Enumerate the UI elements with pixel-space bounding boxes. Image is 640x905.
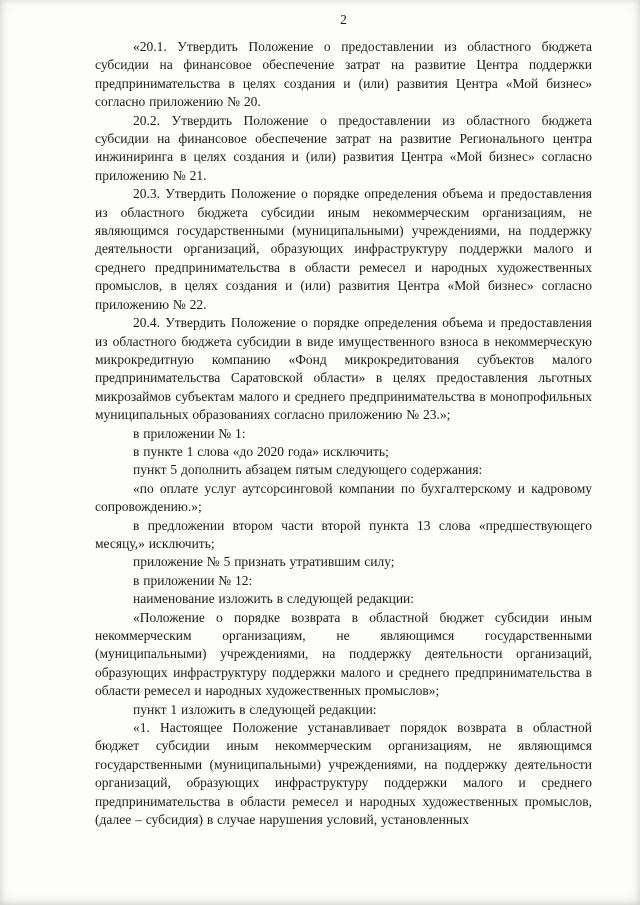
paragraph: «20.1. Утвердить Положение о предоставлении из областного бюджета субсидии на финансовое обеспечение затрат на развитие Центра поддержки предпринимательства в целях создания и (или) развития Центра «Мой бизнес» согласно приложению № 20. — [95, 39, 592, 110]
paragraph: 20.3. Утвердить Положение о порядке определения объема и предоставления из областного бюджета субсидии иным некоммерческим организациям, не являющимся государственными (муниципальными) учреждениями, на поддержку деятельности организаций, образующих инфраструктуру поддержки малого и среднего предпринимательства в области ремесел и народных художественных промыслов, в целях создания и (или) развития Центра «Мой бизнес» согласно приложению № 22. — [95, 186, 592, 312]
paragraph: в предложении втором части второй пункта 13 слова «предшествующего месяцу,» исключить; — [95, 517, 592, 551]
paragraph: пункт 5 дополнить абзацем пятым следующего содержания: — [133, 462, 483, 478]
paragraph: в приложении № 1: — [133, 425, 246, 441]
paragraph: наименование изложить в следующей редакции: — [133, 591, 415, 607]
page-number: 2 — [340, 12, 347, 27]
paragraph: пункт 1 изложить в следующей редакции: — [133, 701, 377, 717]
paragraph: «по оплате услуг аутсорсинговой компании по бухгалтерскому и кадровому сопровождению.»; — [95, 480, 592, 515]
document-body — [95, 38, 592, 829]
paragraph: «Положение о порядке возврата в областной бюджет субсидии иным некоммерческим организациям, не являющимся государственными (муниципальными) учреждениями, на поддержку деятельности организаций, образующих инфраструктуру поддержки малого и среднего предпринимательства в области ремесел и народных художественных промыслов»; — [95, 609, 592, 699]
paragraph: приложение № 5 признать утратившим силу; — [133, 554, 395, 570]
paragraph: 20.2. Утвердить Положение о предоставлении из областного бюджета субсидии на финансовое обеспечение затрат на развитие Регионального центра инжиниринга в целях создания и (или) развития Центра «Мой бизнес» согласно приложению № 21. — [95, 112, 592, 183]
paragraph: в пункте 1 слова «до 2020 года» исключить; — [133, 443, 389, 459]
paragraph: в приложении № 12: — [133, 572, 253, 588]
paragraph: «1. Настоящее Положение устанавливает порядок возврата в областной бюджет субсидии иным некоммерческим организациям, не являющимся государственными (муниципальными) учреждениями, на поддержку деятельности организаций, образующих инфраструктуру поддержки малого и среднего предпринимательства в области ремесел и народных художественных промыслов, (далее – субсидия) в случае нарушения условий, установленных — [95, 720, 592, 828]
paragraph: 20.4. Утвердить Положение о порядке определения объема и предоставления из областного бюджета субсидии в виде имущественного взноса в некоммерческую микрокредитную компанию «Фонд микрокредитования субъектов малого предпринимательства Саратовской области» в целях предоставления льготных микрозаймов субъектам малого и среднего предпринимательства в монопрофильных муниципальных образованиях согласно приложению № 23.»; — [95, 315, 592, 423]
